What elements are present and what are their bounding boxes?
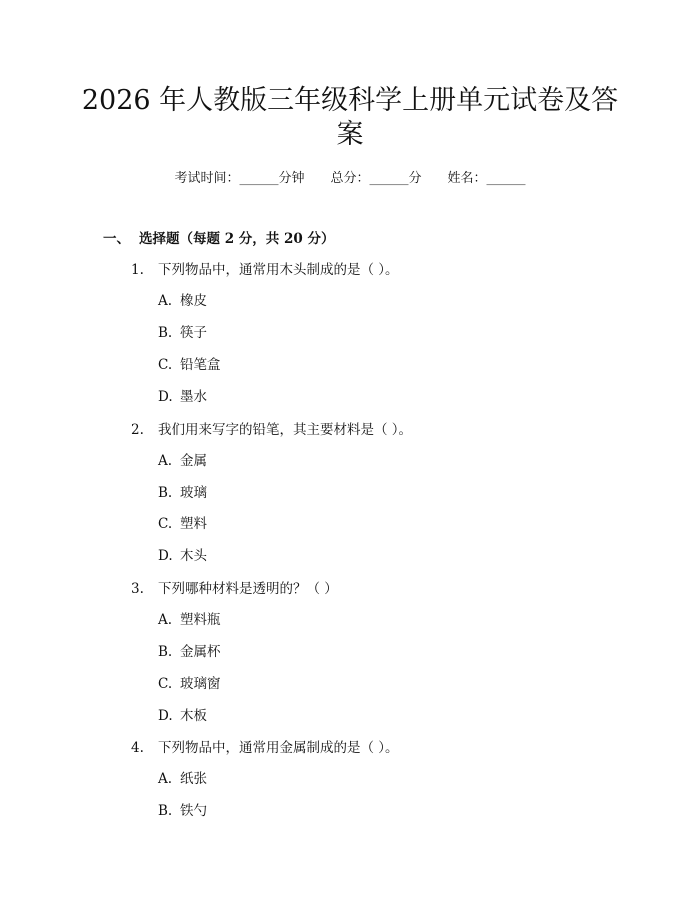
- option-text: 塑料瓶: [180, 612, 221, 628]
- option-text: 橡皮: [180, 293, 207, 309]
- option-text: 木板: [180, 708, 207, 724]
- option-letter: B.: [158, 485, 173, 501]
- question-number: 3.: [131, 581, 144, 597]
- option-text: 玻璃: [180, 485, 207, 501]
- question-4: [131, 739, 399, 757]
- student-name-field: 姓名：______: [447, 171, 526, 186]
- question-text: 下列物品中，通常用金属制成的是（ ）。: [158, 740, 399, 756]
- option-letter: D.: [158, 708, 173, 724]
- section-number: 一、: [103, 231, 130, 247]
- option-letter: D.: [158, 548, 173, 564]
- question-3-option-c: [158, 675, 221, 693]
- question-3-option-b: [158, 643, 221, 661]
- option-letter: B.: [158, 803, 173, 819]
- option-text: 塑料: [180, 516, 207, 532]
- total-score-field: 总分：______分: [330, 171, 422, 186]
- page-title: 2026 年人教版三年级科学上册单元试卷及答: [81, 85, 619, 116]
- option-text: 玻璃窗: [180, 676, 221, 692]
- option-letter: A.: [158, 612, 173, 628]
- question-4-option-b: [158, 802, 207, 820]
- question-1-option-c: [158, 356, 221, 374]
- section-heading-choice: [103, 230, 334, 248]
- option-text: 金属杯: [180, 644, 221, 660]
- question-2-option-c: [158, 515, 207, 533]
- question-2-option-a: [158, 452, 207, 470]
- page-title-continued: 案: [336, 119, 364, 150]
- question-1-option-d: [158, 388, 207, 406]
- question-1-option-b: [158, 324, 207, 342]
- question-number: 2.: [131, 422, 144, 438]
- option-letter: C.: [158, 676, 173, 692]
- exam-info-row: [0, 170, 700, 188]
- exam-time-field: 考试时间：______分钟: [174, 171, 305, 186]
- question-number: 1.: [131, 262, 144, 278]
- option-text: 铁勺: [180, 803, 207, 819]
- option-text: 纸张: [180, 771, 207, 787]
- question-text: 我们用来写字的铅笔，其主要材料是（ ）。: [158, 422, 413, 438]
- option-text: 筷子: [180, 325, 207, 341]
- question-1-option-a: [158, 292, 207, 310]
- option-letter: B.: [158, 644, 173, 660]
- question-2-option-d: [158, 547, 207, 565]
- section-label: 选择题（每题 2 分，共 20 分）: [139, 231, 335, 247]
- question-3-option-d: [158, 707, 207, 725]
- question-4-option-a: [158, 770, 207, 788]
- option-text: 木头: [180, 548, 207, 564]
- question-1: [131, 261, 399, 279]
- question-3: [131, 580, 338, 598]
- option-letter: D.: [158, 389, 173, 405]
- question-3-option-a: [158, 611, 221, 629]
- question-2: [131, 421, 412, 439]
- option-letter: B.: [158, 325, 173, 341]
- question-2-option-b: [158, 484, 207, 502]
- option-letter: C.: [158, 357, 173, 373]
- option-text: 铅笔盒: [180, 357, 221, 373]
- question-text: 下列哪种材料是透明的？（ ）: [158, 581, 338, 597]
- option-text: 墨水: [180, 389, 207, 405]
- option-letter: A.: [158, 771, 173, 787]
- question-number: 4.: [131, 740, 144, 756]
- question-text: 下列物品中，通常用木头制成的是（ ）。: [158, 262, 399, 278]
- option-letter: C.: [158, 516, 173, 532]
- option-letter: A.: [158, 453, 173, 469]
- option-letter: A.: [158, 293, 173, 309]
- option-text: 金属: [180, 453, 207, 469]
